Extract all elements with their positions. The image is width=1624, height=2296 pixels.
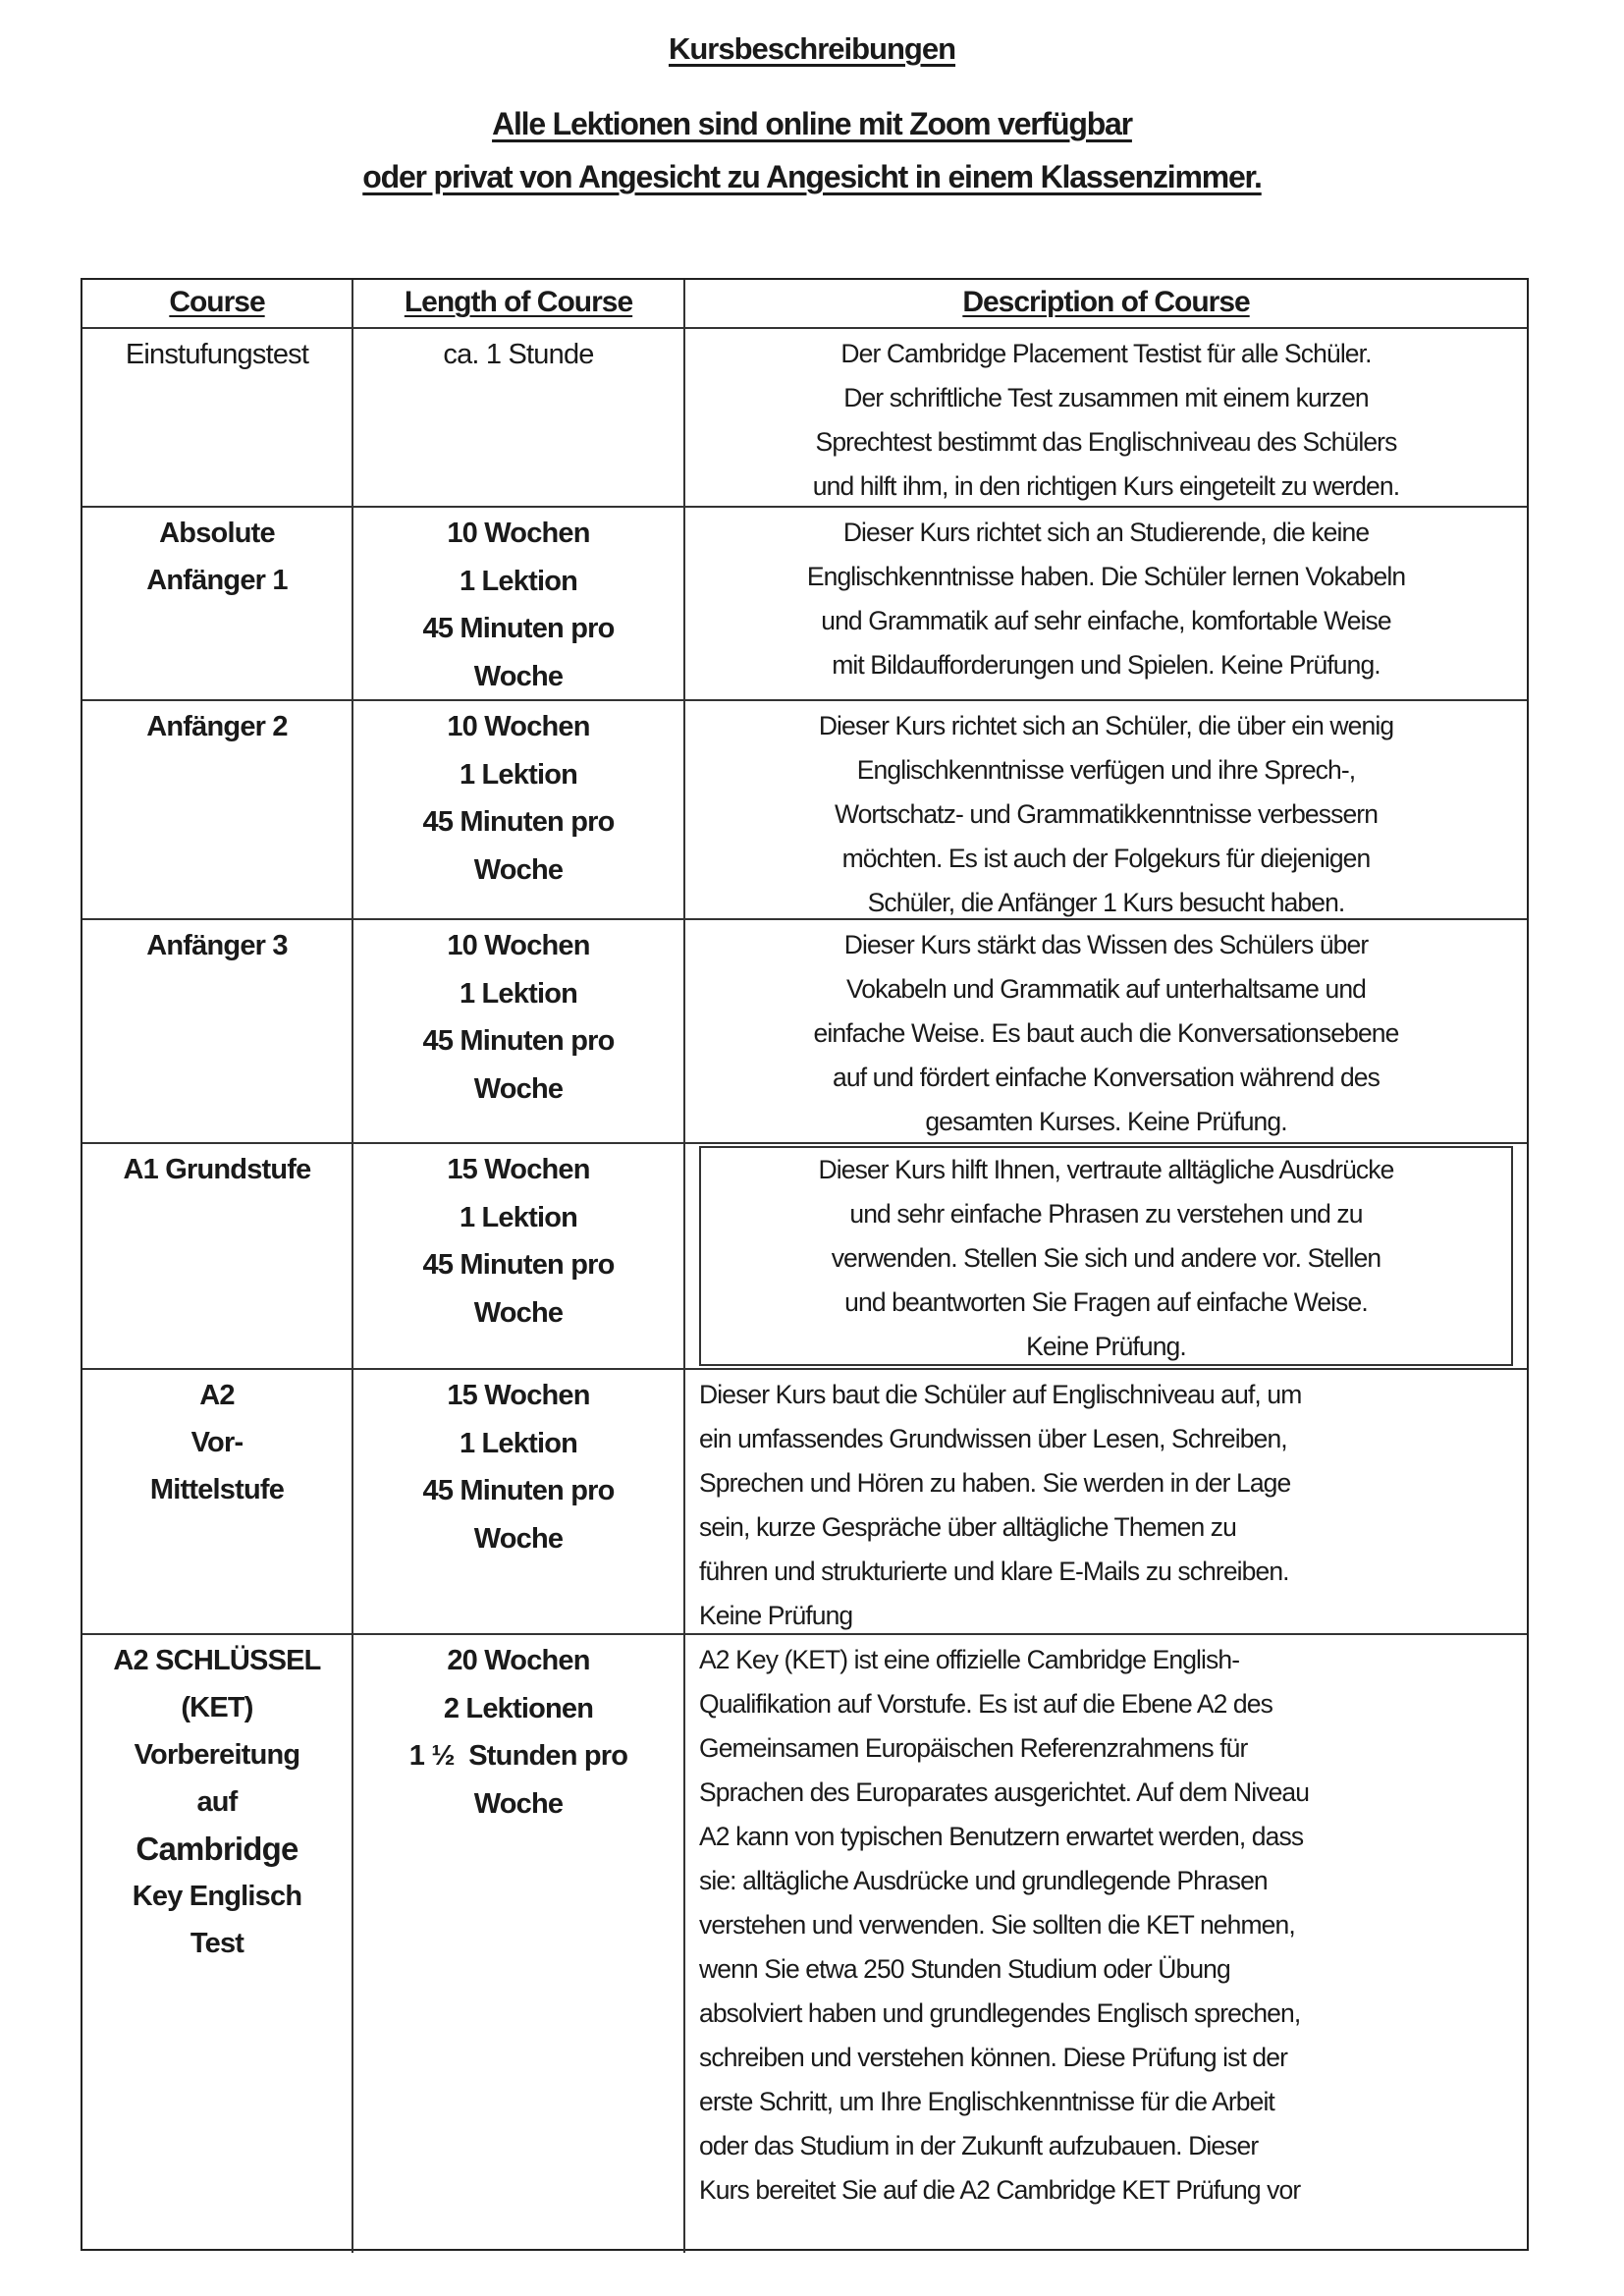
description-line: Dieser Kurs richtet sich an Studierende, die keine (842, 518, 1370, 547)
header-course (82, 280, 353, 327)
description-line: Sprechtest bestimmt das Englischniveau des Schülers (815, 427, 1397, 457)
course-description-cell (685, 1370, 1527, 1633)
course-description-cell (685, 329, 1527, 506)
course-table (81, 278, 1529, 2251)
header-length (353, 280, 685, 327)
course-name: Mittelstufe (149, 1474, 285, 1505)
course-length-cell (353, 1144, 685, 1368)
description-line: wenn Sie etwa 250 Stunden Studium oder Übung (699, 1954, 1230, 1984)
description-line: möchten. Es ist auch der Folgekurs für diejenigen (841, 844, 1371, 873)
course-length: 45 Minuten pro (422, 1025, 615, 1057)
description-line: Dieser Kurs baut die Schüler auf Englischniveau auf, um (699, 1380, 1302, 1409)
description-line: und hilft ihm, in den richtigen Kurs eingeteilt zu werden. (812, 471, 1400, 501)
course-name: Anfänger 3 (146, 930, 288, 961)
description-line: A2 Key (KET) ist eine offizielle Cambridge English- (699, 1645, 1240, 1674)
description-line: Sprechen und Hören zu haben. Sie werden in der Lage (699, 1468, 1291, 1498)
description-line: schreiben und verstehen können. Diese Prüfung ist der (699, 2043, 1288, 2072)
description-line: Wortschatz- und Grammatikkenntnisse verbessern (834, 799, 1379, 829)
table-row (82, 329, 1527, 508)
course-length: 45 Minuten pro (422, 1475, 615, 1506)
description-line: auf und fördert einfache Konversation während des (833, 1063, 1380, 1092)
course-name: Einstufungstest (125, 339, 309, 370)
description-line: ein umfassendes Grundwissen über Lesen, Schreiben, (699, 1424, 1287, 1453)
table-row (82, 920, 1527, 1144)
course-length: Woche (473, 660, 564, 692)
course-name: Anfänger 1 (146, 565, 288, 596)
course-description-cell (685, 920, 1527, 1142)
course-description-cell (685, 1144, 1527, 1368)
header-course-text: Course (169, 286, 265, 318)
description-line: erste Schritt, um Ihre Englischkenntnisse für die Arbeit (699, 2087, 1274, 2116)
course-description-cell (685, 508, 1527, 699)
course-length: 10 Wochen (447, 711, 590, 742)
course-length-cell (353, 701, 685, 918)
course-name-cell (82, 1635, 353, 2253)
description-line: Schüler, die Anfänger 1 Kurs besucht haben. (867, 888, 1345, 917)
table-row (82, 701, 1527, 920)
subtitle-line-1-text: Alle Lektionen sind online mit Zoom verfügbar (492, 106, 1132, 141)
course-length: 1 Lektion (459, 758, 578, 791)
description-line: absolviert haben und grundlegendes Englisch sprechen, (699, 1998, 1301, 2028)
course-name: A1 Grundstufe (123, 1154, 311, 1185)
course-description-cell (685, 1635, 1527, 2253)
description-line: Englischkenntnisse haben. Die Schüler lernen Vokabeln (806, 562, 1406, 591)
description-line: oder das Studium in der Zukunft aufzubauen. Dieser (699, 2131, 1259, 2160)
description-line: sie: alltägliche Ausdrücke und grundlegende Phrasen (699, 1866, 1268, 1895)
course-length-cell (353, 508, 685, 699)
course-length-cell (353, 1635, 685, 2253)
description-line: verwenden. Stellen Sie sich und andere vor. Stellen (831, 1243, 1381, 1273)
course-name-cell (82, 329, 353, 506)
course-length: 1 ½ Stunden pro (408, 1740, 628, 1772)
table-row (82, 1635, 1527, 2253)
page-title (0, 31, 1624, 67)
description-line: gesamten Kurses. Keine Prüfung. (925, 1107, 1287, 1136)
description-line: A2 kann von typischen Benutzern erwartet werden, dass (699, 1822, 1304, 1851)
description-line: Kurs bereitet Sie auf die A2 Cambridge KET Prüfung vor (699, 2175, 1301, 2205)
description-line: Sprachen des Europarates ausgerichtet. Auf dem Niveau (699, 1777, 1310, 1807)
course-name: Vorbereitung (134, 1739, 300, 1771)
course-name: Test (189, 1928, 244, 1959)
course-name: Absolute (159, 518, 275, 549)
table-row (82, 508, 1527, 701)
description-line: sein, kurze Gespräche über alltägliche Themen zu (699, 1512, 1236, 1542)
course-name-cell (82, 1370, 353, 1633)
description-line: Gemeinsamen Europäischen Referenzrahmens für (699, 1733, 1248, 1763)
course-name: Vor- (190, 1427, 244, 1458)
description-line: führen und strukturierte und klare E-Mails zu schreiben. (699, 1557, 1289, 1586)
course-length: 45 Minuten pro (422, 1249, 615, 1281)
subtitle-line-2 (0, 159, 1624, 195)
course-length-cell (353, 920, 685, 1142)
course-length: Woche (473, 853, 564, 886)
description-inner-box (699, 1146, 1513, 1366)
course-length: 10 Wochen (447, 518, 590, 549)
course-name: A2 (199, 1380, 235, 1411)
description-line: Dieser Kurs stärkt das Wissen des Schülers über (843, 930, 1369, 959)
course-length-cell (353, 329, 685, 506)
course-name-cell (82, 1144, 353, 1368)
table-header-row (82, 280, 1527, 329)
course-name: auf (196, 1786, 238, 1818)
course-length: 1 Lektion (459, 1201, 578, 1233)
course-name-cell (82, 508, 353, 699)
course-length: 45 Minuten pro (422, 613, 615, 644)
course-name: Key Englisch (132, 1881, 302, 1912)
description-line: Der Cambridge Placement Testist für alle Schüler. (840, 339, 1372, 368)
description-line: verstehen und verwenden. Sie sollten die KET nehmen, (699, 1910, 1295, 1940)
course-name: Cambridge (135, 1831, 298, 1867)
table-row (82, 1144, 1527, 1370)
description-line: und beantworten Sie Fragen auf einfache Weise. (844, 1287, 1368, 1317)
course-name: A2 SCHLÜSSEL (113, 1645, 321, 1676)
subtitle-line-2-text: oder privat von Angesicht zu Angesicht in einem Klassenzimmer. (362, 159, 1262, 194)
course-length: 1 Lektion (459, 565, 578, 597)
description-line: Qualifikation auf Vorstufe. Es ist auf die Ebene A2 des (699, 1689, 1272, 1719)
course-length: 15 Wochen (447, 1154, 590, 1185)
subtitle-line-1 (0, 106, 1624, 142)
description-line: Keine Prüfung. (1026, 1332, 1186, 1361)
description-line: und sehr einfache Phrasen zu verstehen und zu (849, 1199, 1363, 1229)
description-line: Englischkenntnisse verfügen und ihre Sprech-, (856, 755, 1356, 785)
description-line: einfache Weise. Es baut auch die Konversationsebene (813, 1018, 1399, 1048)
course-length: 10 Wochen (447, 930, 590, 961)
course-name-cell (82, 701, 353, 918)
description-line: und Grammatik auf sehr einfache, komfortable Weise (821, 606, 1391, 635)
course-name: Anfänger 2 (146, 711, 288, 742)
course-length-cell (353, 1370, 685, 1633)
course-length: 1 Lektion (459, 977, 578, 1010)
course-length: 15 Wochen (447, 1380, 590, 1411)
course-description-cell (685, 701, 1527, 918)
description-line: Der schriftliche Test zusammen mit einem kurzen (843, 383, 1369, 412)
course-length: 1 Lektion (459, 1427, 578, 1459)
course-length: Woche (473, 1072, 564, 1105)
course-length: ca. 1 Stunde (443, 339, 594, 370)
course-length: 45 Minuten pro (422, 806, 615, 838)
course-length: 20 Wochen (447, 1645, 590, 1676)
header-description (685, 280, 1527, 327)
description-line: Dieser Kurs hilft Ihnen, vertraute alltägliche Ausdrücke (818, 1155, 1394, 1184)
course-name: (KET) (181, 1692, 253, 1723)
course-length: Woche (473, 1522, 564, 1555)
description-line: Dieser Kurs richtet sich an Schüler, die über ein wenig (818, 711, 1394, 740)
description-line: Keine Prüfung (699, 1601, 853, 1630)
header-length-text: Length of Course (404, 286, 633, 318)
description-line: mit Bildaufforderungen und Spielen. Keine Prüfung. (832, 650, 1380, 680)
page-title-text: Kursbeschreibungen (668, 31, 956, 66)
course-name-cell (82, 920, 353, 1142)
course-length: 2 Lektionen (443, 1692, 594, 1724)
header-description-text: Description of Course (962, 286, 1250, 318)
course-length: Woche (473, 1787, 564, 1820)
table-row (82, 1370, 1527, 1635)
course-length: Woche (473, 1296, 564, 1329)
description-line: Vokabeln und Grammatik auf unterhaltsame und (845, 974, 1366, 1004)
